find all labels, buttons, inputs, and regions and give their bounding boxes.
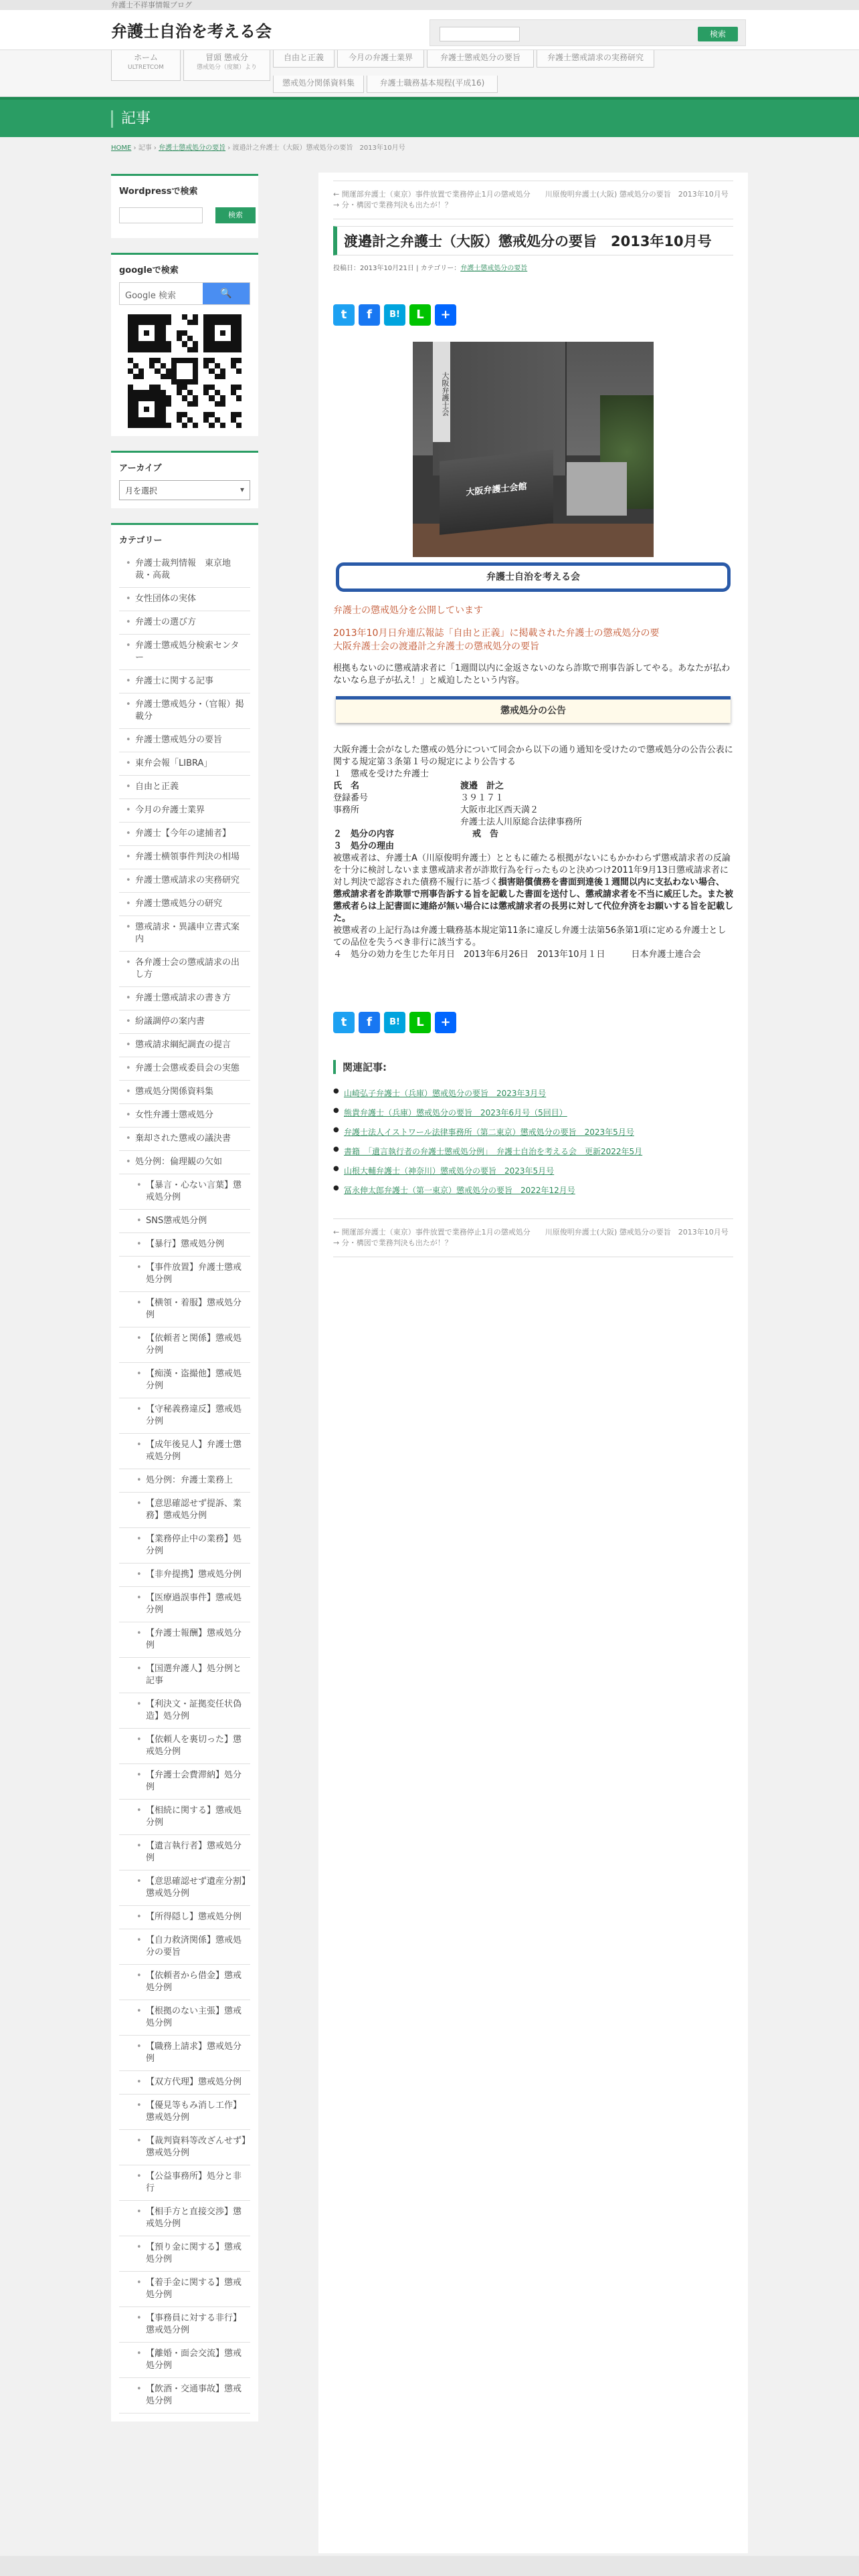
subcategory-item[interactable]: • 【横領・着服】懲戒処分例 <box>119 1292 250 1327</box>
subcategory-item[interactable]: • 【遺言執行者】懲戒処分例 <box>119 1835 250 1870</box>
nav-item-jitsumu[interactable]: 弁護士懲戒請求の実務研究 <box>537 50 654 68</box>
subcategory-item[interactable]: • 処分例：弁護士業務上 <box>119 1469 250 1493</box>
google-search-icon[interactable]: 🔍 <box>203 283 250 304</box>
subcategory-item[interactable]: • 【依頼人を裏切った】懲戒処分例 <box>119 1729 250 1764</box>
header-search <box>430 19 746 46</box>
category-item[interactable]: • 弁護士会懲戒委員会の実態 <box>119 1057 250 1081</box>
line-icon[interactable]: L <box>409 304 431 326</box>
subcategory-item[interactable]: • 【飲酒・交通事故】懲戒処分例 <box>119 2378 250 2413</box>
subcategory-item[interactable]: • 【利決文・証拠変任状偽造】処分例 <box>119 1693 250 1729</box>
page-title: 記事 <box>111 110 151 128</box>
qr-code <box>128 314 242 428</box>
nav-item-jiyu[interactable]: 自由と正義 <box>273 50 335 68</box>
category-item[interactable]: • 弁護士【今年の逮捕者】 <box>119 823 250 846</box>
subcategory-item[interactable]: • 【医療過誤事件】懲戒処分例 <box>119 1587 250 1622</box>
red-line-1: 弁護士の懲戒処分を公開しています <box>333 605 483 616</box>
wp-search-widget <box>111 174 258 238</box>
category-item[interactable]: • 弁護士懲戒処分・（官報）掲載分 <box>119 693 250 729</box>
ribbon-banner: 弁護士自治を考える会 <box>336 562 731 592</box>
subcategory-item[interactable]: • 【相手方と直接交渉】懲戒処分例 <box>119 2201 250 2236</box>
breadcrumb-category[interactable]: 弁護士懲戒処分の要旨 <box>159 144 226 152</box>
sidebar <box>111 174 258 2436</box>
category-item[interactable]: • 女性団体の実体 <box>119 588 250 611</box>
google-search-widget <box>111 253 258 436</box>
subcategory-item[interactable]: • 【所得隠し】懲戒処分例 <box>119 1906 250 1929</box>
post-nav-bottom[interactable]: ← 開運部弁護士（東京）事件放置で業務停止1月の懲戒処分 川原俊明弁護士(大阪) 懲戒処分の要旨 2013年10月号 → 分・構図で業務判決も出たが！？ <box>333 1218 733 1257</box>
header-search-input[interactable] <box>440 27 520 41</box>
nav-item-kongetsu[interactable]: 今月の弁護士業界 <box>337 50 424 68</box>
related-item: ● 熊貴弁護士（兵庫）懲戒処分の要旨 2023年6月号（5回目） <box>333 1107 733 1118</box>
photo-sign: 大阪弁護士会 <box>433 342 450 442</box>
subcategory-item[interactable]: • 【痴漢・盗撮他】懲戒処分例 <box>119 1363 250 1398</box>
notice-body: 大阪弁護士会がなした懲戒の処分について同会から以下の通り通知を受けたので懲戒処分の公告公表に関する規定第３条第１号の規定により公告する １ 懲戒を受けた弁護士 氏 名 渡邉 計之 登録番号 ３９１７１ 事務所 大阪市北区西天満２ 弁護士法人川原総合法律事務所 ２ 処分の内容 戒 告 ３ 処分の理由 被懲戒者は、弁護士A（川原俊明弁護士）とともに確たる根拠がないにもかかわらず懲戒請求者の反論を十分に検討しないまま懲戒請求者が詐欺行為を行ったものと決めつけ2011年9月13日懲戒請求者に対し判決で認容された債務不履行に基づく損害賠償債務を書面到達後１週間以内に支払わない場合、懲戒請求者を詐欺罪で刑事告訴する旨を記載した書面を送付し、懲戒請求者を不当に威圧した。また被懲戒者らは上記書面に連絡が無い場合には懲戒請求者の長男に対して代位弁済をお願いする旨を記載した。 被懲戒者の上記行為は弁護士職務基本規定第11条に違反し弁護士法第56条第1項に定める弁護士としての品位を失うべき非行に該当する。 ４ 処分の効力を生じた年月日 2013年6月26日 2013年10月１日 日本弁護士連合会 <box>333 745 734 960</box>
breadcrumb: HOME › 記事 › 弁護士懲戒処分の要旨 › 渡邉計之弁護士（大阪）懲戒処分の要旨 2013年10月号 <box>111 144 405 152</box>
category-item[interactable]: • 女性弁護士懲戒処分 <box>119 1104 250 1128</box>
subcategory-item[interactable]: • 【国選弁護人】処分例と記事 <box>119 1658 250 1693</box>
footer <box>0 2556 859 2576</box>
red-line-2: 2013年10月日弁連広報誌「自由と正義」に掲載された弁護士の懲戒処分の要 <box>333 628 660 639</box>
category-list <box>119 552 250 2413</box>
subcategory-item[interactable]: • 【事件放置】弁護士懲戒処分例 <box>119 1257 250 1292</box>
related-item: ● 山崎弘子弁護士（兵庫）懲戒処分の要旨 2023年3月号 <box>333 1087 733 1099</box>
google-search-input[interactable]: Google 検索 <box>125 291 176 301</box>
twitter-icon[interactable]: t <box>333 1012 355 1033</box>
subcategory-item[interactable]: • 【事務員に対する非行】懲戒処分例 <box>119 2307 250 2343</box>
subcategory-item[interactable]: • 【意思確認せず提訴、業務】懲戒処分例 <box>119 1493 250 1528</box>
subcategory-item[interactable]: • 【守秘義務違反】懲戒処分例 <box>119 1398 250 1434</box>
category-item[interactable]: • 各弁護士会の懲戒請求の出し方 <box>119 952 250 987</box>
category-item[interactable]: • 懲戒請求・異議申立書式案内 <box>119 916 250 952</box>
breadcrumb-current: 渡邉計之弁護士（大阪）懲戒処分の要旨 2013年10月号 <box>232 144 405 152</box>
nav-item-chokai[interactable]: 冒頭 懲戒分 懲戒処分（度額）より <box>183 50 270 81</box>
category-item[interactable]: • 弁護士懲戒処分の研究 <box>119 893 250 916</box>
site-tagline: 弁護士不祥事情報ブログ <box>0 0 859 10</box>
nav-item-shiryo[interactable]: 懲戒処分関係資料集 <box>273 76 364 93</box>
subcategory-item[interactable]: • 【弁護士報酬】懲戒処分例 <box>119 1622 250 1658</box>
archive-title: アーカイブ <box>119 463 162 473</box>
site-title[interactable]: 弁護士自治を考える会 <box>111 22 272 41</box>
related-item: ● 弁護士法人イストワール法律事務所（第二東京）懲戒処分の要旨 2023年5月号 <box>333 1126 733 1138</box>
category-title: カテゴリー <box>119 536 163 546</box>
bar-association-photo <box>413 342 654 557</box>
archive-widget <box>111 451 258 508</box>
nav-item-home[interactable]: ホーム ULTRETCOM <box>111 50 181 81</box>
facebook-icon[interactable]: f <box>359 1012 380 1033</box>
subcategory-item[interactable]: • 【相続に関する】懲戒処分例 <box>119 1800 250 1835</box>
subcategory-item[interactable]: • 【裁判資料等改ざんせず】懲戒処分例 <box>119 2130 250 2165</box>
subcategory-item[interactable]: • SNS懲戒処分例 <box>119 1210 250 1233</box>
intro-text: 根拠もないのに懲戒請求者に「1週間以内に金返さないのなら詐欺で刑事告訴してやる。あなたが払わないなら息子が払え！」と威迫したという内容。 <box>333 663 731 685</box>
post-meta: 投稿日：2013年10月21日 | カテゴリー：弁護士懲戒処分の要旨 <box>333 265 528 272</box>
category-item[interactable]: • 弁護士懲戒処分の要旨 <box>119 729 250 752</box>
wp-search-input[interactable] <box>119 207 203 223</box>
subcategory-item[interactable]: • 【暴言・心ない言葉】懲戒処分例 <box>119 1174 250 1210</box>
category-item[interactable]: • 処分例：倫理観の欠如 <box>119 1151 250 1174</box>
facebook-icon[interactable]: f <box>359 304 380 326</box>
subcategory-item[interactable]: • 【意思確認せず遺産分割】懲戒処分例 <box>119 1870 250 1906</box>
subcategory-item[interactable]: • 【離婚・面会交流】懲戒処分例 <box>119 2343 250 2378</box>
breadcrumb-home[interactable]: HOME <box>111 144 132 152</box>
share-plus-icon[interactable]: + <box>435 304 456 326</box>
subcategory-item[interactable]: • 【業務停止中の業務】処分例 <box>119 1528 250 1564</box>
share-plus-icon[interactable]: + <box>435 1012 456 1033</box>
category-item[interactable]: • 弁護士懲戒請求の書き方 <box>119 987 250 1010</box>
subcategory-item[interactable]: • 【弁護士会費滞納】処分例 <box>119 1764 250 1800</box>
subcategory-item[interactable]: • 【預り金に関する】懲戒処分例 <box>119 2236 250 2272</box>
main-content <box>318 173 748 2553</box>
category-widget <box>111 523 258 2422</box>
archive-select[interactable]: 月を選択 ▾ <box>119 480 250 500</box>
subcategory-item[interactable]: • 【公益事務所】処分と非行 <box>119 2165 250 2201</box>
twitter-icon[interactable]: t <box>333 304 355 326</box>
page-banner <box>0 97 859 137</box>
category-item[interactable]: • 弁護士に関する記事 <box>119 670 250 693</box>
hatena-icon[interactable]: B! <box>384 304 405 326</box>
related-item: ● 山根大輔弁護士（神奈川）懲戒処分の要旨 2023年5月号 <box>333 1165 733 1176</box>
category-item[interactable]: • 自由と正義 <box>119 776 250 799</box>
hatena-icon[interactable]: B! <box>384 1012 405 1033</box>
subcategory-item[interactable]: • 【職務上請求】懲戒処分例 <box>119 2036 250 2071</box>
share-buttons-top <box>333 304 733 326</box>
subcategory-item[interactable]: • 【依頼者と関係】懲戒処分例 <box>119 1327 250 1363</box>
category-item[interactable]: • 弁護士懲戒処分検索センター <box>119 635 250 670</box>
category-item[interactable]: • 弁護士の選び方 <box>119 611 250 635</box>
subcategory-item[interactable]: • 【根拠のない主張】懲戒処分例 <box>119 2000 250 2036</box>
category-item[interactable]: • 弁護士裁判情報 東京地裁・高裁 <box>119 552 250 588</box>
post-title: 渡邉計之弁護士（大阪）懲戒処分の要旨 2013年10月号 <box>333 226 733 255</box>
breadcrumb-kiji: 記事 <box>138 144 152 152</box>
nav-item-kitei[interactable]: 弁護士職務基本規程(平成16) <box>367 76 498 93</box>
category-item[interactable]: • 懲戒請求綱紀調査の提言 <box>119 1034 250 1057</box>
category-item[interactable]: • 弁護士横領事件判決の相場 <box>119 846 250 869</box>
category-item[interactable]: • 棄却された懲戒の議決書 <box>119 1128 250 1151</box>
post-nav-top[interactable]: ← 開運部弁護士（東京）事件放置で業務停止1月の懲戒処分 川原俊明弁護士(大阪) 懲戒処分の要旨 2013年10月号 → 分・構図で業務判決も出たが！？ <box>333 181 733 219</box>
nav-item-yoshi[interactable]: 弁護士懲戒処分の要旨 <box>427 50 534 68</box>
subcategory-item[interactable]: • 【成年後見人】弁護士懲戒処分例 <box>119 1434 250 1469</box>
wp-search-title: Wordpressで検索 <box>119 187 198 197</box>
subcategory-item[interactable]: • 【非弁提携】懲戒処分例 <box>119 1564 250 1587</box>
related-list <box>333 1087 733 1196</box>
wp-search-button[interactable]: 検索 <box>215 207 256 223</box>
line-icon[interactable]: L <box>409 1012 431 1033</box>
category-item[interactable]: • 今月の弁護士業界 <box>119 799 250 823</box>
subcategory-item[interactable]: • 【依頼者から借金】懲戒処分例 <box>119 1965 250 2000</box>
notice-banner: 懲戒処分の公告 <box>336 696 731 723</box>
share-buttons-bottom <box>333 1012 733 1033</box>
related-item: ● 書籍 「遺言執行者の弁護士懲戒処分例」 弁護士自治を考える会 更新2022年5月 <box>333 1146 733 1157</box>
post-meta-category[interactable]: 弁護士懲戒処分の要旨 <box>460 265 528 272</box>
google-search-title: googleで検索 <box>119 265 179 276</box>
related-title: 関連記事: <box>333 1060 733 1074</box>
subcategory-item[interactable]: • 【着手金に関する】懲戒処分例 <box>119 2272 250 2307</box>
category-item[interactable]: • 紛議調停の案内書 <box>119 1010 250 1034</box>
subcategory-item[interactable]: • 【双方代理】懲戒処分例 <box>119 2071 250 2095</box>
header-search-button[interactable]: 検索 <box>698 27 738 41</box>
red-line-3: 大阪弁護士会の渡邉計之弁護士の懲戒処分の要旨 <box>333 641 539 652</box>
photo-stone: 大阪弁護士会館 <box>440 449 553 535</box>
subcategory-item[interactable]: • 【優見等もみ消し工作】懲戒処分例 <box>119 2095 250 2130</box>
site-header <box>0 10 859 50</box>
main-nav <box>0 50 859 97</box>
subcategory-item[interactable]: • 【自力救済関係】懲戒処分の要旨 <box>119 1929 250 1965</box>
category-item[interactable]: • 懲戒処分関係資料集 <box>119 1081 250 1104</box>
related-item: ● 冨永伸太郎弁護士（第一東京）懲戒処分の要旨 2022年12月号 <box>333 1184 733 1196</box>
subcategory-item[interactable]: • 【暴行】懲戒処分例 <box>119 1233 250 1257</box>
category-item[interactable]: • 東弁会報「LIBRA」 <box>119 752 250 776</box>
category-item[interactable]: • 弁護士懲戒請求の実務研究 <box>119 869 250 893</box>
